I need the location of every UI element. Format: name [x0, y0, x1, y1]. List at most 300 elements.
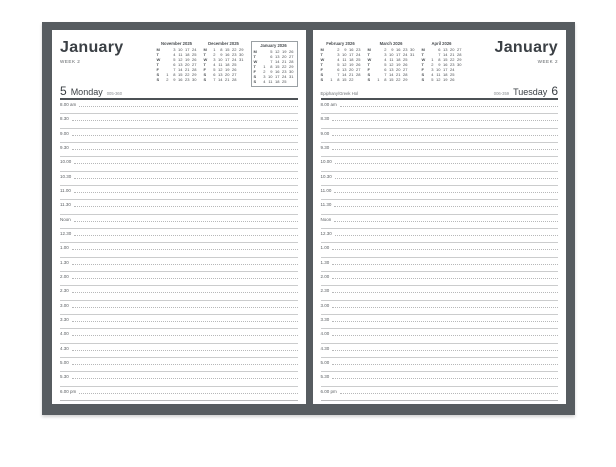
mini-calendar-date: 14: [178, 67, 183, 73]
mini-calendar-date: 15: [443, 57, 448, 63]
time-label: 10.00: [320, 159, 332, 165]
mini-calendar-title: January 2026: [260, 43, 287, 48]
time-label: 3.30: [60, 316, 69, 322]
mini-calendar-date: 19: [349, 62, 354, 68]
mini-calendar-date: 5: [384, 62, 387, 68]
time-label: 10.30: [320, 173, 332, 179]
time-slot-row: [321, 200, 559, 214]
time-slot-row: [321, 129, 559, 143]
time-label: 8.30: [320, 116, 330, 122]
mini-calendar-date: 4: [431, 72, 434, 78]
writing-line: [332, 287, 558, 293]
time-label: 4.30: [60, 345, 69, 351]
mini-calendar-date: 26: [356, 62, 361, 68]
mini-calendar-date: 16: [178, 77, 183, 83]
time-label: 6.00 pm: [60, 388, 77, 394]
writing-line: [332, 144, 558, 150]
mini-calendar-date: 8: [337, 77, 340, 83]
time-label: 2.00: [60, 273, 69, 279]
mini-calendar-dayletter: S: [203, 77, 207, 83]
writing-line: [340, 101, 558, 107]
time-label: 8.00 am: [60, 102, 77, 107]
mini-calendar-row: [254, 79, 294, 84]
mini-calendar: [368, 41, 415, 82]
mini-calendar-date: 16: [349, 47, 354, 53]
time-label: 8.30: [60, 116, 69, 122]
mini-calendar-date: 9: [344, 47, 347, 53]
mini-calendar-date: 19: [185, 57, 190, 63]
mini-calendar-date: 31: [289, 74, 294, 80]
time-label: 11.30: [60, 202, 71, 208]
time-slot-row: [321, 143, 559, 157]
left-month-block: [60, 37, 123, 85]
writing-line: [334, 187, 558, 193]
mini-calendar-date: 25: [450, 72, 455, 78]
mini-calendar-date: 15: [225, 47, 230, 53]
mini-calendar-dayletter: F: [320, 67, 323, 73]
mini-calendar-date: 21: [450, 52, 455, 58]
mini-calendar-dayletter: S: [156, 72, 160, 78]
time-label: 2.30: [60, 288, 69, 294]
writing-line: [74, 230, 297, 236]
time-label: 11.30: [320, 202, 332, 208]
mini-calendar-date: 17: [185, 47, 190, 53]
time-slot-row: [60, 157, 298, 171]
mini-calendar-date: 13: [275, 54, 280, 60]
mini-calendar-date: 27: [356, 67, 361, 73]
mini-calendar-date: 22: [349, 77, 354, 83]
mini-calendar-date: 10: [342, 52, 347, 58]
time-label: 3.30: [320, 316, 330, 322]
mini-calendar-dayletter: M: [203, 47, 207, 53]
mini-calendar-date: 14: [443, 52, 448, 58]
mini-calendar-date: 23: [450, 62, 455, 68]
mini-calendar-dayletter: T: [156, 62, 159, 68]
mini-calendar-date: 24: [450, 67, 455, 73]
mini-calendar-date: 13: [178, 62, 183, 68]
time-slot-row: [60, 301, 298, 315]
mini-calendar-date: 29: [192, 72, 197, 78]
mini-calendar-dayletter: F: [253, 69, 256, 75]
mini-calendar-date: 19: [396, 62, 401, 68]
time-slot-row: [60, 243, 298, 257]
mini-calendar-date: 27: [232, 72, 237, 78]
mini-calendar-date: 2: [337, 47, 340, 53]
mini-calendar-date: 30: [289, 69, 294, 75]
time-slot-row: [60, 358, 298, 372]
writing-line: [332, 330, 558, 336]
mini-calendar-date: 21: [349, 72, 354, 78]
mini-calendar-date: 17: [443, 67, 448, 73]
mini-calendar-date: 22: [232, 47, 237, 53]
time-slot-row: [60, 200, 298, 214]
mini-calendar-date: 25: [282, 79, 287, 85]
writing-line: [79, 388, 297, 394]
mini-calendar-date: 12: [218, 67, 223, 73]
mini-calendar-dayletter: T: [421, 52, 424, 58]
mini-calendar-date: 17: [275, 74, 280, 80]
mini-calendar-row: [321, 77, 361, 82]
mini-calendar-date: 21: [282, 59, 287, 65]
writing-line: [74, 187, 298, 193]
mini-calendar-date: 11: [178, 52, 183, 58]
writing-line: [72, 345, 298, 351]
mini-calendar-date: 22: [450, 57, 455, 63]
mini-calendar-title: February 2026: [326, 41, 355, 46]
writing-line: [74, 158, 297, 164]
mini-calendar-dayletter: T: [203, 62, 206, 68]
mini-calendar-date: 6: [270, 54, 273, 60]
mini-calendar-dayletter: S: [253, 74, 257, 80]
mini-calendar-date: 5: [173, 57, 176, 63]
mini-calendar-date: 18: [443, 72, 448, 78]
mini-calendar-date: 20: [185, 62, 190, 68]
writing-line: [332, 244, 558, 250]
right-time-grid: [321, 100, 559, 401]
mini-calendar-date: 16: [396, 47, 401, 53]
mini-calendar-row: [204, 77, 244, 82]
mini-calendar-date: 10: [218, 57, 223, 63]
mini-calendar-date: 12: [178, 57, 183, 63]
mini-calendar-dayletter: S: [320, 77, 324, 83]
time-label: 11.00: [60, 187, 71, 193]
mini-calendar-dayletter: S: [156, 77, 160, 83]
mini-calendar-date: 26: [450, 77, 455, 83]
mini-calendar-date: 24: [403, 52, 408, 58]
mini-calendar-date: 9: [438, 62, 441, 68]
mini-calendar-date: 29: [457, 57, 462, 63]
mini-calendar-date: 1: [377, 77, 380, 83]
time-slot-row: [321, 215, 559, 229]
time-slot-row: [321, 157, 559, 171]
mini-calendar-date: 29: [289, 64, 294, 70]
time-slot-row: [321, 286, 559, 300]
mini-calendar-date: 11: [268, 79, 273, 85]
writing-line: [335, 173, 558, 179]
time-label: 9.00: [320, 130, 330, 136]
mini-calendar-date: 2: [166, 77, 169, 83]
right-day-title: [494, 85, 558, 97]
mini-calendar-date: 10: [436, 67, 441, 73]
right-month-block: [495, 37, 558, 85]
time-label: Noon: [60, 216, 71, 222]
time-slot-row: [321, 100, 559, 114]
mini-calendar-date: 5: [270, 49, 273, 55]
mini-calendar-date: 2: [431, 62, 434, 68]
time-label: 4.00: [60, 331, 69, 337]
writing-line: [332, 273, 558, 279]
mini-calendar-date: 21: [225, 77, 230, 83]
time-slot-row: [60, 143, 298, 157]
writing-line: [72, 316, 298, 322]
mini-calendar-date: 3: [173, 47, 176, 53]
mini-calendar-date: 15: [275, 64, 280, 70]
mini-calendar-date: 5: [337, 62, 340, 68]
mini-calendar-date: [354, 77, 361, 82]
left-time-grid: [60, 100, 298, 401]
mini-calendar-dayletter: W: [253, 59, 258, 65]
time-slot-row: [60, 387, 298, 401]
mini-calendar-date: 11: [389, 57, 394, 63]
mini-calendar-date: 4: [263, 79, 266, 85]
mini-calendar-date: 16: [225, 52, 230, 58]
mini-calendar-date: 21: [185, 67, 190, 73]
mini-calendar-date: 22: [396, 77, 401, 83]
left-page-header: [60, 37, 298, 85]
writing-line: [332, 316, 558, 322]
mini-calendar-dayletter: M: [253, 49, 257, 55]
mini-calendar-date: 7: [337, 72, 340, 78]
mini-calendar-date: 31: [410, 52, 415, 58]
writing-line: [332, 259, 558, 265]
mini-calendar-dayletter: S: [421, 72, 425, 78]
mini-calendar-date: 16: [443, 62, 448, 68]
time-slot-row: [60, 315, 298, 329]
time-label: 9.30: [320, 144, 330, 150]
mini-calendar-date: 31: [239, 57, 244, 63]
mini-calendar-date: 17: [349, 52, 354, 58]
mini-calendar-date: 16: [275, 69, 280, 75]
mini-calendar-date: 26: [289, 49, 294, 55]
writing-line: [72, 330, 298, 336]
time-slot-row: [60, 329, 298, 343]
mini-calendar: [251, 41, 298, 87]
time-slot-row: [60, 129, 298, 143]
mini-calendar-date: 30: [192, 77, 197, 83]
writing-line: [334, 201, 558, 207]
mini-calendar-date: 15: [342, 77, 347, 83]
mini-calendar-dayletter: M: [421, 47, 425, 53]
time-slot-row: [321, 229, 559, 243]
mini-calendar-date: 3: [337, 52, 340, 58]
time-label: Noon: [320, 216, 332, 222]
mini-calendar-date: 3: [263, 74, 266, 80]
mini-calendar-date: 14: [342, 72, 347, 78]
mini-calendar-date: 23: [282, 69, 287, 75]
time-slot-row: [321, 329, 559, 343]
mini-calendar-dayletter: W: [156, 57, 161, 63]
time-slot-row: [321, 358, 559, 372]
mini-calendar-date: 8: [173, 72, 176, 78]
mini-calendar-date: 18: [349, 57, 354, 63]
mini-calendar-date: 18: [225, 62, 230, 68]
diary-book: [42, 22, 575, 415]
time-label: 8.00 am: [320, 102, 337, 107]
mini-calendar-date: 23: [185, 77, 190, 83]
writing-line: [340, 388, 558, 394]
mini-calendar-dayletter: T: [156, 52, 159, 58]
mini-calendar-date: 8: [270, 64, 273, 70]
mini-calendar-date: 9: [391, 47, 394, 53]
mini-calendar-dayletter: S: [320, 72, 324, 78]
time-slot-row: [60, 372, 298, 386]
time-slot-row: [321, 172, 559, 186]
mini-calendar-date: 22: [282, 64, 287, 70]
time-label: 10.00: [60, 159, 72, 165]
mini-calendar-dayletter: S: [203, 72, 207, 78]
mini-calendar-date: 12: [436, 77, 441, 83]
left-day-header: [60, 85, 298, 100]
time-label: 6.00 pm: [320, 388, 337, 394]
mini-calendar-date: 30: [410, 47, 415, 53]
right-day-name: Tuesday: [513, 87, 548, 97]
time-label: 1.30: [320, 259, 330, 265]
mini-calendar-date: 18: [275, 79, 280, 85]
mini-calendar-date: 9: [220, 52, 223, 58]
time-slot-row: [321, 372, 559, 386]
time-slot-row: [60, 215, 298, 229]
mini-calendar-date: 20: [282, 54, 287, 60]
mini-calendar-date: 7: [173, 67, 176, 73]
left-day-of-year: 005-360: [106, 91, 123, 96]
mini-calendar-date: 13: [342, 67, 347, 73]
time-label: 2.00: [320, 273, 330, 279]
mini-calendar: [157, 41, 197, 82]
mini-calendar-title: November 2025: [161, 41, 192, 46]
mini-calendar-dayletter: M: [320, 47, 324, 53]
mini-calendar-date: 28: [289, 59, 294, 65]
time-label: 1.30: [60, 259, 69, 265]
mini-calendar-date: 7: [438, 52, 441, 58]
mini-calendar-date: 7: [213, 77, 216, 83]
time-label: 1.00: [320, 245, 330, 251]
time-label: 5.30: [60, 374, 69, 380]
writing-line: [72, 302, 298, 308]
mini-calendar-dayletter: S: [367, 72, 371, 78]
mini-calendar-date: 3: [431, 67, 434, 73]
mini-calendar-date: 26: [403, 62, 408, 68]
mini-calendar-date: 28: [457, 52, 462, 58]
mini-calendar-date: 28: [356, 72, 361, 78]
time-slot-row: [321, 258, 559, 272]
mini-calendar-date: 20: [225, 72, 230, 78]
time-label: 1.00: [60, 245, 69, 251]
right-day-header: [321, 85, 559, 100]
mini-calendar-date: 20: [396, 67, 401, 73]
mini-calendar-row: [368, 77, 415, 82]
mini-calendar-date: 17: [225, 57, 230, 63]
mini-calendar-date: 28: [192, 67, 197, 73]
mini-calendar-date: 20: [349, 67, 354, 73]
mini-calendar-date: 15: [389, 77, 394, 83]
left-day-name: Monday: [70, 87, 103, 97]
mini-calendar: [422, 41, 462, 82]
mini-calendar-date: 17: [396, 52, 401, 58]
mini-calendar-date: 19: [225, 67, 230, 73]
mini-calendar-date: 5: [431, 77, 434, 83]
mini-calendar-dayletter: S: [367, 77, 371, 83]
time-slot-row: [60, 258, 298, 272]
writing-line: [72, 144, 298, 150]
time-label: 4.00: [320, 331, 330, 337]
mini-calendar-dayletter: W: [367, 57, 372, 63]
time-slot-row: [321, 272, 559, 286]
mini-calendar-date: 24: [232, 57, 237, 63]
mini-calendar-date: 19: [443, 77, 448, 83]
mini-calendar-date: 3: [384, 52, 387, 58]
time-label: 3.00: [320, 302, 330, 308]
time-label: 10.30: [60, 173, 72, 179]
time-slot-row: [321, 186, 559, 200]
mini-calendar-date: 26: [232, 67, 237, 73]
mini-calendar-date: 21: [396, 72, 401, 78]
time-label: 11.00: [320, 187, 332, 193]
time-label: 2.30: [320, 288, 330, 294]
mini-calendar-date: [408, 77, 415, 82]
time-slot-row: [321, 315, 559, 329]
mini-calendar-date: [237, 77, 244, 82]
mini-calendar-dayletter: T: [367, 52, 370, 58]
mini-calendar-date: 2: [213, 52, 216, 58]
mini-calendar-date: 12: [389, 62, 394, 68]
mini-calendar-date: 15: [178, 72, 183, 78]
writing-line: [332, 373, 558, 379]
right-day-of-year: 006-359: [493, 91, 510, 96]
writing-line: [72, 287, 298, 293]
mini-calendar-date: 8: [384, 77, 387, 83]
writing-line: [72, 259, 298, 265]
mini-calendar-date: 20: [450, 47, 455, 53]
time-slot-row: [321, 243, 559, 257]
mini-calendar-date: 2: [263, 69, 266, 75]
mini-calendar-dayletter: W: [203, 57, 208, 63]
mini-calendar-dayletter: S: [421, 77, 425, 83]
mini-calendar-date: 4: [213, 62, 216, 68]
mini-calendar-date: 18: [396, 57, 401, 63]
writing-line: [74, 201, 298, 207]
mini-calendar-dayletter: M: [156, 47, 160, 53]
right-page-header: [321, 37, 559, 85]
mini-calendar-dayletter: T: [320, 52, 323, 58]
mini-calendar-date: 27: [457, 47, 462, 53]
mini-calendar-dayletter: F: [421, 67, 424, 73]
mini-calendar-date: 6: [173, 62, 176, 68]
mini-calendar-date: 25: [232, 62, 237, 68]
mini-calendar-dayletter: T: [320, 62, 323, 68]
mini-calendar-date: 29: [239, 47, 244, 53]
mini-calendar-date: 11: [342, 57, 347, 63]
mini-calendar-date: 14: [218, 77, 223, 83]
mini-calendar-date: 2: [384, 47, 387, 53]
mini-calendar-date: 4: [337, 57, 340, 63]
writing-line: [332, 115, 558, 121]
mini-calendar-date: 6: [438, 47, 441, 53]
mini-calendar-date: 25: [356, 57, 361, 63]
holiday-note: Epiphany/Greek Hol: [320, 91, 358, 96]
writing-line: [74, 216, 298, 222]
mini-calendar-date: 9: [270, 69, 273, 75]
left-week-label: WEEK 2: [60, 58, 81, 64]
mini-calendar-dayletter: M: [367, 47, 371, 53]
time-label: 5.00: [60, 359, 69, 365]
mini-calendar-date: 29: [403, 77, 408, 83]
mini-calendar-dayletter: S: [253, 79, 257, 85]
writing-line: [72, 115, 298, 121]
mini-calendar-date: 8: [438, 57, 441, 63]
time-slot-row: [321, 301, 559, 315]
mini-calendar: [204, 41, 244, 82]
mini-calendar-dayletter: W: [320, 57, 325, 63]
mini-calendar-date: [455, 77, 462, 82]
mini-calendar-date: 13: [218, 72, 223, 78]
writing-line: [334, 216, 558, 222]
time-label: 5.30: [320, 374, 330, 380]
mini-calendar-dayletter: T: [253, 54, 256, 60]
right-week-label: WEEK 2: [537, 58, 558, 64]
writing-line: [72, 130, 298, 136]
time-label: 9.30: [60, 144, 69, 150]
mini-calendar-dayletter: T: [421, 62, 424, 68]
